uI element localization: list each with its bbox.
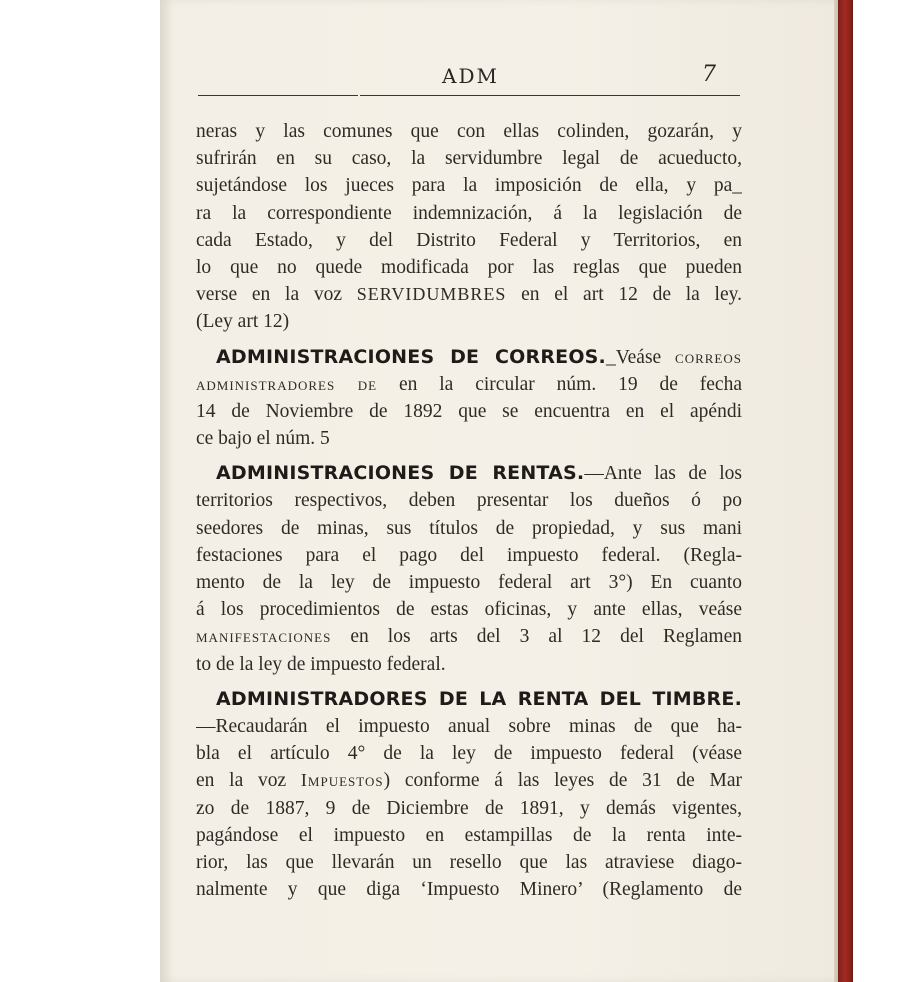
text-line bbox=[196, 460, 742, 487]
text-line: to de la ley de impuesto federal. bbox=[196, 653, 446, 675]
page-header bbox=[198, 62, 738, 92]
entry-title: ADMINISTRACIONES DE CORREOS. bbox=[216, 345, 606, 368]
cross-reference: administradores de bbox=[196, 373, 378, 394]
page-number: 7 bbox=[702, 62, 716, 87]
header-rule-left bbox=[198, 95, 358, 96]
text-line: festaciones para el pago del impuesto federal. (Regla- bbox=[196, 544, 742, 566]
text-line bbox=[196, 344, 742, 371]
cross-reference: Impuestos bbox=[300, 770, 384, 791]
text-line: (Ley art 12) bbox=[196, 311, 290, 333]
text-line: —Recaudarán el impuesto anual sobre minas de que ha- bbox=[196, 715, 742, 737]
text-run: en el art 12 de la ley. bbox=[506, 284, 742, 306]
text-run: ) conforme á las leyes de 31 de Mar bbox=[383, 770, 742, 792]
text-run: en la voz bbox=[196, 770, 301, 792]
text-line: pagándose el impuesto en estampillas de la renta inte- bbox=[196, 824, 742, 846]
text-line bbox=[196, 686, 742, 713]
text-run: en los arts del 3 al 12 del Reglamen bbox=[331, 626, 742, 648]
text-line bbox=[196, 767, 742, 794]
text-run: —Ante las de los bbox=[584, 463, 742, 485]
text-run: verse en la voz bbox=[196, 284, 357, 306]
cross-reference: correos bbox=[675, 346, 742, 367]
text-line: neras y las comunes que con ellas colinden, gozarán, y bbox=[196, 121, 742, 142]
text-line: mento de la ley de impuesto federal art 3°) En cuanto bbox=[196, 572, 742, 593]
book-binding bbox=[838, 0, 853, 982]
text-line: 14 de Noviembre de 1892 que se encuentra en el apéndi bbox=[196, 400, 742, 422]
entry-title: ADMINISTRADORES DE LA RENTA DEL TIMBRE. bbox=[216, 687, 742, 710]
text-line bbox=[196, 623, 742, 650]
running-head: ADM bbox=[442, 64, 499, 88]
text-line: á los procedimientos de estas oficinas, y ante ellas, veáse bbox=[196, 599, 742, 621]
text-line: territorios respectivos, deben presentar los dueños ó po bbox=[196, 490, 742, 512]
text-line bbox=[196, 371, 742, 398]
text-line: rior, las que llevarán un resello que las atraviese diago- bbox=[196, 851, 742, 873]
entry-title: ADMINISTRACIONES DE RENTAS. bbox=[216, 462, 585, 485]
text-line: ce bajo el núm. 5 bbox=[196, 428, 330, 450]
text-line: sufrirán en su caso, la servidumbre legal de acueducto, bbox=[196, 148, 742, 170]
cross-reference: manifestaciones bbox=[196, 626, 332, 647]
text-line: cada Estado, y del Distrito Federal y Territorios, en bbox=[196, 229, 742, 251]
cross-reference: SERVIDUMBRES bbox=[356, 284, 507, 305]
text-line: nalmente y que diga ‘Impuesto Minero’ (Reglamento de bbox=[196, 879, 742, 901]
header-rule-right bbox=[360, 95, 740, 96]
text-line bbox=[196, 281, 742, 308]
text-run: en la circular núm. 19 de fecha bbox=[377, 373, 742, 395]
text-run: _Veáse bbox=[605, 346, 676, 368]
text-line: zo de 1887, 9 de Diciembre de 1891, y demás vigentes, bbox=[196, 797, 742, 819]
text-line: seedores de minas, sus títulos de propiedad, y sus mani bbox=[196, 517, 742, 539]
text-line: ra la correspondiente indemnización, á la legislación de bbox=[196, 202, 742, 224]
text-line: bla el artículo 4° de la ley de impuesto federal (véase bbox=[196, 743, 742, 765]
text-line: lo que no quede modificada por las reglas que pueden bbox=[196, 256, 742, 278]
text-line: sujetándose los jueces para la imposición de ella, y pa_ bbox=[196, 175, 742, 197]
body-text bbox=[196, 118, 742, 903]
